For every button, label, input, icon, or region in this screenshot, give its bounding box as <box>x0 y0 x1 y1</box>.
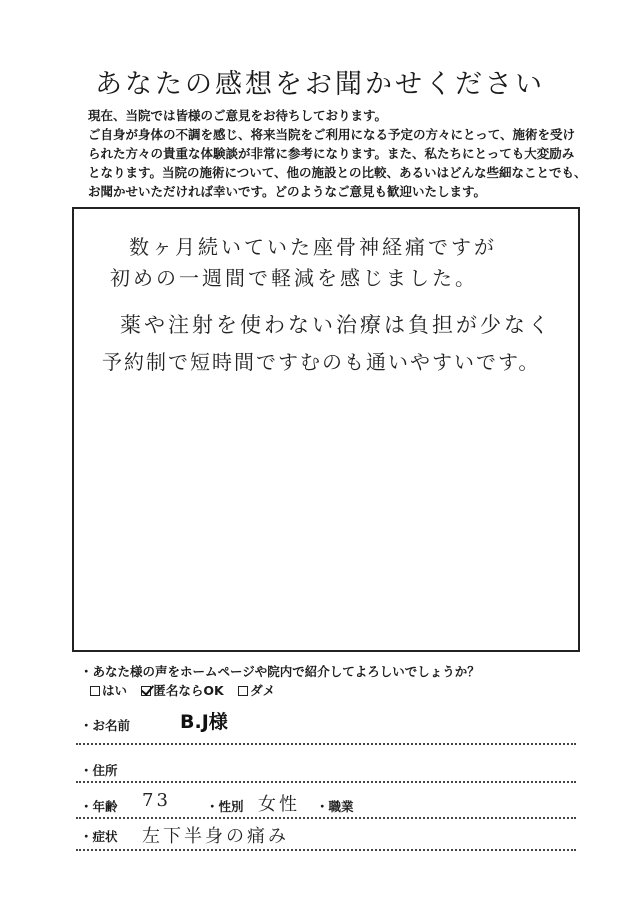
checkbox-anonymous-ok[interactable] <box>141 686 151 696</box>
age-label: ・年齢 <box>80 799 118 814</box>
option-anonymous-ok[interactable] <box>141 681 223 699</box>
option-no[interactable] <box>238 681 275 699</box>
intro-line: 現在、当院では皆様のご意見をお待ちしております。 <box>88 108 388 123</box>
symptom-label: ・症状 <box>80 829 118 844</box>
permission-question: ・あなた様の声をホームページや院内で紹介してよろしいでしょうか？ <box>80 664 480 679</box>
address-underline <box>76 781 576 783</box>
intro-text <box>88 106 588 201</box>
name-underline <box>76 743 576 745</box>
option-label: 匿名ならOK <box>153 683 224 698</box>
comment-box[interactable] <box>72 207 580 652</box>
gender-value[interactable]: 女性 <box>258 794 300 815</box>
option-label: ダメ <box>250 683 276 698</box>
gender-label: ・性別 <box>206 799 244 814</box>
symptom-underline <box>76 849 576 851</box>
name-value[interactable]: B.J様 <box>180 711 228 733</box>
handwritten-comment-line: 数ヶ月続いていた座骨神経痛ですが <box>129 235 497 259</box>
checkbox-no[interactable] <box>238 686 248 696</box>
checkbox-yes[interactable] <box>90 686 100 696</box>
job-label: ・職業 <box>316 799 354 814</box>
handwritten-comment-line: 予約制で短時間ですむのも通いやすいです。 <box>102 350 541 374</box>
form-title: あなたの感想をお聞かせください <box>95 69 545 100</box>
option-label: はい <box>102 683 128 698</box>
handwritten-comment-line: 薬や注射を使わない治療は負担が少なく <box>120 313 552 337</box>
intro-line: お聞かせいただければ幸いです。どのようなご意見も歓迎いたします。 <box>88 184 487 199</box>
intro-line: ご自身が身体の不調を感じ、将来当院をご利用になる予定の方々にとって、施術を受け <box>88 127 576 142</box>
address-label: ・住所 <box>80 763 118 778</box>
age-value[interactable]: 73 <box>142 790 171 811</box>
handwritten-comment-line: 初めの一週間で軽減を感じました。 <box>110 266 478 290</box>
age-row-underline <box>76 817 576 819</box>
intro-line: となります。当院の施術について、他の施設との比較、あるいはどんな些細なことでも、 <box>88 165 587 180</box>
name-label: ・お名前 <box>80 718 131 733</box>
symptom-value[interactable]: 左下半身の痛み <box>142 826 289 847</box>
option-yes[interactable] <box>90 681 127 699</box>
permission-options <box>90 681 285 699</box>
intro-line: られた方々の貴重な体験談が非常に参考になります。また、私たちにとっても大変励み <box>88 146 575 161</box>
